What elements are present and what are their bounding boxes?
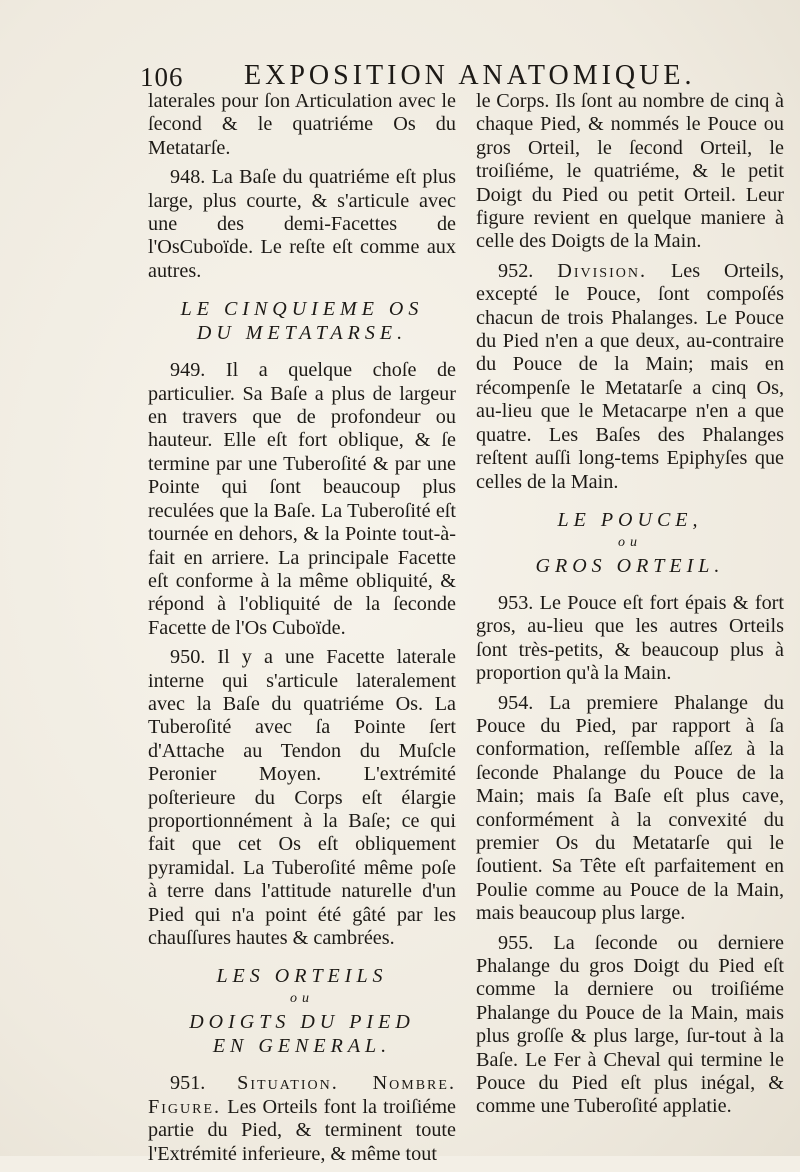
paragraph: laterales pour ſon Articulation avec le ſecond & le quatriéme Os du Metatarſe. (148, 90, 456, 159)
paragraph-text: Les Orteils font la troiſiéme partie du Pied, & terminent toute l'Extrémité inferieure, & même tout (148, 1095, 457, 1165)
heading-line: LE CINQUIEME OS (180, 298, 424, 321)
section-heading-pouce (476, 508, 784, 578)
side-heading: Division. (557, 259, 647, 282)
paragraph-952 (476, 260, 784, 494)
paragraph-955: 955. La ſeconde ou derniere Phalange du gros Doigt du Pied eſt comme la derniere ou troiſiéme Phalange du Pouce de la Main, mais plus groſſe & plus large, ſur-tout à la Baſe. Le Fer à Cheval qui termine le Pouce du Pied eſt plus inégal, & comme une Tuberoſité applatie. (476, 931, 784, 1118)
heading-line: DU METATARSE. (196, 322, 408, 345)
heading-line: EN GENERAL. (212, 1035, 392, 1058)
heading-line: DOIGTS DU PIED (189, 1011, 415, 1034)
paragraph-number: 951. (170, 1072, 206, 1095)
heading-line: LE POUCE, (557, 508, 703, 531)
paragraph-954: 954. La premiere Phalange du Pouce du Pied, par rapport à ſa conformation, reſſemble aſſez à la ſeconde Phalange du Pouce de la Main; mais ſa Baſe eſt plus cave, conformément à la convexité du premier Os du Metatarſe qui le ſoutient. Sa Tête eſt parfaitement en Poulie comme au Pouce de la Main, mais beaucoup plus large. (476, 691, 784, 925)
heading-conjunction: ou (618, 534, 642, 550)
paragraph: le Corps. Ils ſont au nombre de cinq à chaque Pied, & nommés le Pouce ou gros Orteil, le ſecond Orteil, le troiſiéme, le quatriéme, & le petit Doigt du Pied ou petit Orteil. Leur figure revient en quelque maniere à celle des Doigts de la Main. (476, 90, 784, 253)
left-column (148, 90, 456, 1172)
section-heading-orteils (148, 964, 456, 1058)
page-number: 106 (140, 62, 184, 92)
paragraph-949: 949. Il a quelque choſe de particulier. Sa Baſe a plus de largeur en travers que de profondeur ou hauteur. Elle eſt fort oblique, & ſe termine par une Tuberoſité & par une Pointe qui ſont beaucoup plus reculées que la Baſe. La Tuberoſité eſt tournée en dehors, & la Pointe tout-à-fait en arriere. La principale Facette eſt conforme à la même obliquité, & répond à l'obliquité de la ſeconde Facette de l'Os Cuboïde. (148, 359, 456, 639)
paragraph-948: 948. La Baſe du quatriéme eſt plus large, plus courte, & s'articule avec une des demi-Facettes de l'OsCuboïde. Le reſte eſt comme aux autres. (148, 166, 456, 282)
section-heading-cinquieme-os (148, 297, 456, 345)
paragraph-951 (148, 1072, 456, 1166)
side-heading: Situation. Nombre. Figure. (148, 1072, 456, 1118)
heading-line: GROS ORTEIL. (535, 554, 725, 577)
heading-conjunction: ou (290, 991, 314, 1007)
paragraph-953: 953. Le Pouce eſt fort épais & fort gros, au-lieu que les autres Orteils ſont très-petits, & beaucoup plus à proportion qu'à la Main. (476, 591, 784, 685)
running-title: EXPOSITION ANATOMIQUE. (244, 60, 696, 91)
paragraph-number: 952. (498, 259, 534, 282)
heading-line: LES ORTEILS (216, 965, 388, 988)
paragraph-text: Les Orteils, excepté le Pouce, ſont compoſés chacun de trois Phalanges. Le Pouce du Pied n'en a que deux, au-contraire du Pouce de la Main; mais en récompenſe le Metatarſe a cinq Os, au-lieu que le Metacarpe n'en a que quatre. Les Baſes des Phalanges reſtent auſſi long-tems Epiphyſes que celles de la Main. (476, 259, 785, 493)
right-column (476, 90, 784, 1125)
paragraph-950: 950. Il y a une Facette laterale interne qui s'articule lateralement avec la Baſe du quatriéme Os. La Tuberoſité avec ſa Pointe ſert d'Attache au Tendon du Muſcle Peronier Moyen. L'extrémité poſterieure du Corps eſt élargie proportionnément à la Baſe; ce qui fait que cet Os eſt obliquement pyramidal. La Tuberoſité même poſe à terre dans l'attitude naturelle d'un Pied qui n'a point été gâté par les chauſſures hautes & cambrées. (148, 646, 456, 949)
